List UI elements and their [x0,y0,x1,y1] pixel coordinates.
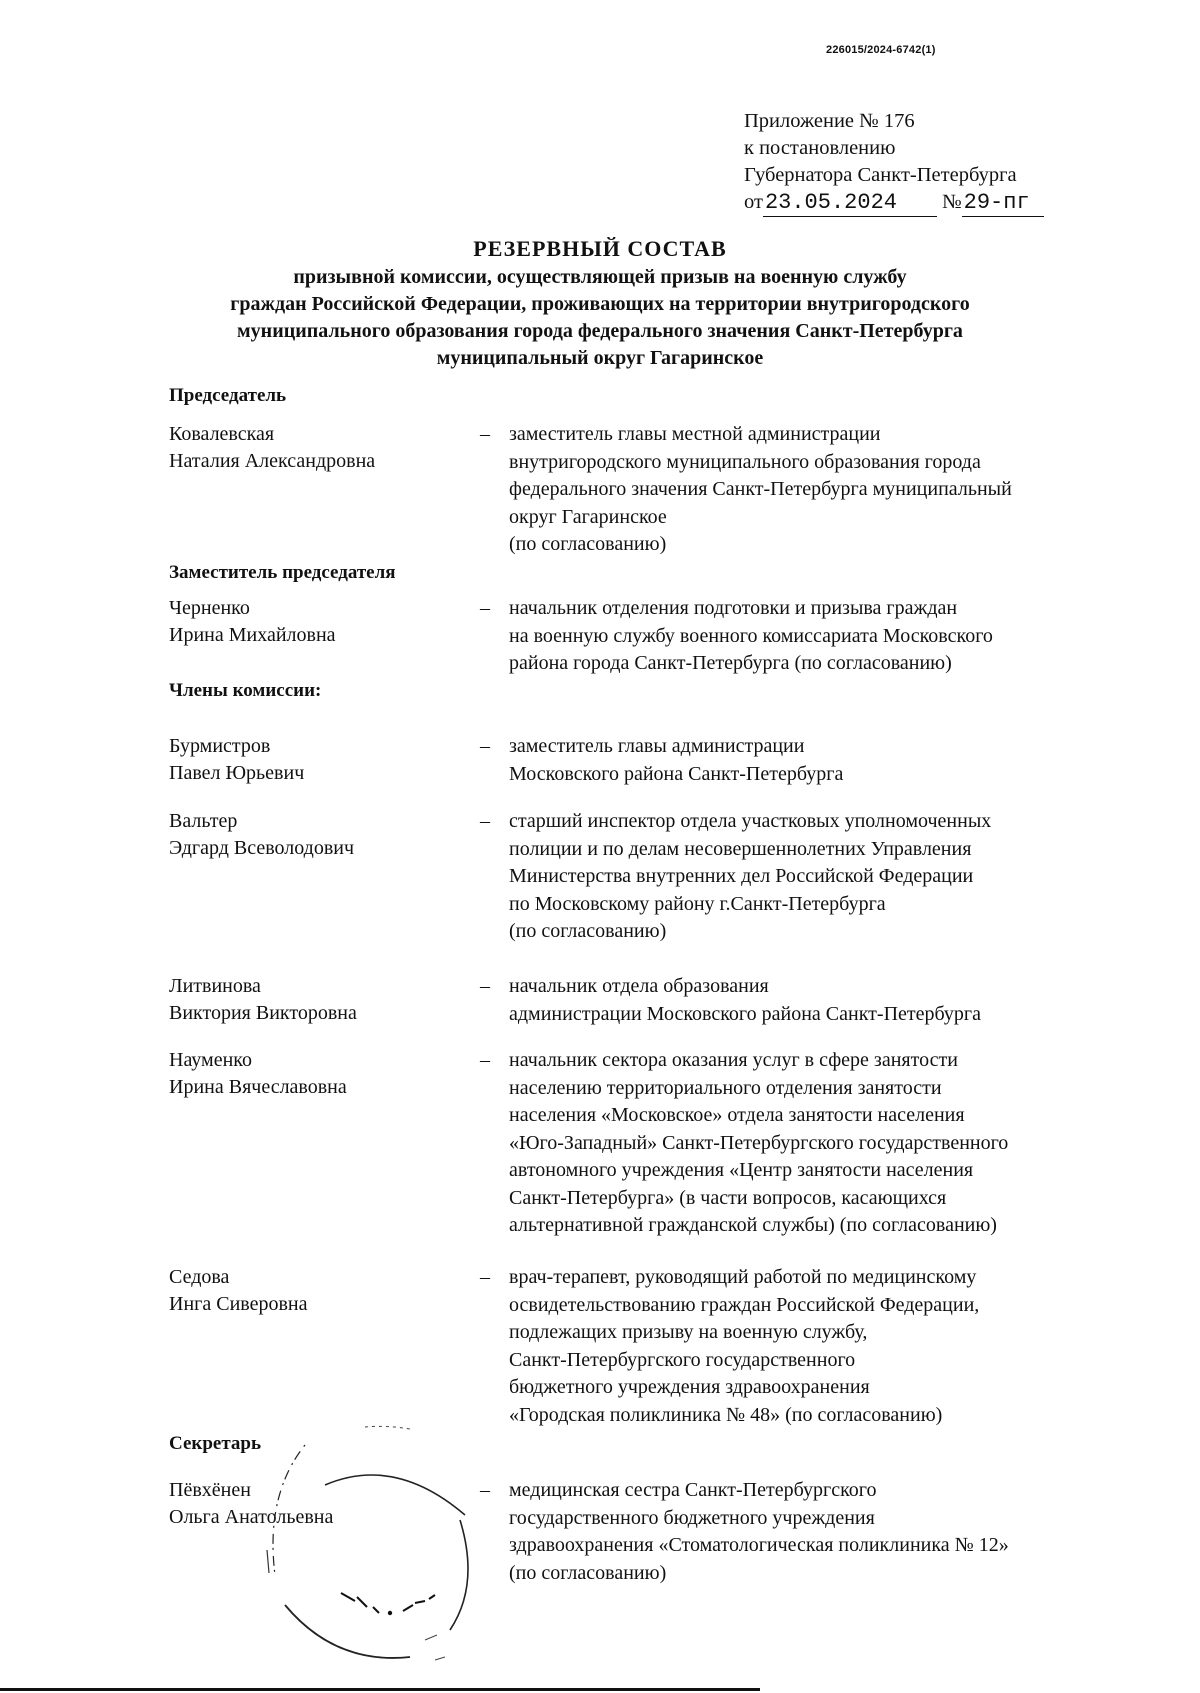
member-given-name: Эдгард Всеволодович [169,837,355,859]
position-line: начальник отдела образования [509,975,769,997]
dash: – [480,975,490,997]
member-position [509,421,1129,559]
member-given-name: Ольга Анатольевна [169,1506,334,1528]
member-surname: Литвинова [169,975,261,997]
member-position [509,973,1129,1028]
dash: – [480,597,490,619]
member-given-name: Инга Сиверовна [169,1293,308,1315]
member-surname: Пёвхёнен [169,1479,251,1501]
subtitle-line: муниципального образования города федерального значения Санкт-Петербурга [237,320,963,342]
dash: – [480,1479,490,1501]
member-given-name: Виктория Викторовна [169,1002,357,1024]
position-line: внутригородского муниципального образования города [509,450,981,473]
appendix-line: Губернатора Санкт-Петербурга [744,164,1017,186]
member-name [169,1047,347,1101]
position-line: государственного бюджетного учреждения [509,1506,875,1529]
subtitle-line: граждан Российской Федерации, проживающих на территории внутригородского [230,293,970,315]
member-surname: Вальтер [169,810,238,832]
member-name [169,595,336,649]
number-label: № [942,191,962,213]
member-surname: Седова [169,1266,230,1288]
member-surname: Бурмистров [169,735,271,757]
position-line: населению территориального отделения занятости [509,1076,942,1099]
appendix-block [744,108,1044,217]
dash: – [480,423,490,445]
position-line: администрации Московского района Санкт-Петербурга [509,1002,982,1025]
dash: – [480,810,490,832]
document-subtitle [100,264,1100,372]
position-line: «Юго-Западный» Санкт-Петербургского государственного [509,1131,1009,1154]
dash: – [480,1049,490,1071]
position-line: полиции и по делам несовершеннолетних Управления [509,837,972,860]
dash: – [480,735,490,757]
member-given-name: Ирина Михайловна [169,624,336,646]
position-line: освидетельствованию граждан Российской Федерации, [509,1293,980,1316]
position-line: населения «Московское» отдела занятости населения [509,1104,965,1126]
position-line: (по согласованию) [509,920,667,942]
member-surname: Черненко [169,597,250,619]
section-members: Члены комиссии: [169,680,322,701]
position-line: врач-терапевт, руководящий работой по медицинскому [509,1266,977,1288]
section-deputy: Заместитель председателя [169,562,396,583]
appendix-line: к постановлению [744,137,896,159]
bottom-rule [0,1688,760,1691]
member-given-name: Ирина Вячеславовна [169,1076,347,1098]
position-line: подлежащих призыву на военную службу, [509,1321,868,1343]
decree-number: 29-пг [962,189,1044,217]
position-line: (по согласованию) [509,1561,667,1584]
stamp-mark [245,1425,485,1685]
member-name [169,808,354,862]
section-chair: Председатель [169,385,287,406]
appendix-line: Приложение № 176 [744,110,915,132]
position-line: на военную службу военного комиссариата Московского [509,624,993,647]
position-line: Санкт-Петербурга» (в части вопросов, касающихся [509,1186,947,1209]
position-line: района города Санкт-Петербурга (по согласованию) [509,652,952,674]
position-line: «Городская поликлиника № 48» (по согласованию) [509,1403,943,1426]
registration-number: 226015/2024-6742(1) [826,44,936,56]
position-line: Санкт-Петербургского государственного [509,1348,856,1371]
position-line: (по согласованию) [509,533,667,555]
position-line: заместитель главы местной администрации [509,423,881,445]
member-name [169,421,375,475]
position-line: здравоохранения «Стоматологическая поликлиника № 12» [509,1534,1009,1556]
section-secretary: Секретарь [169,1433,262,1454]
member-name [169,973,357,1027]
position-line: начальник сектора оказания услуг в сфере занятости [509,1049,958,1071]
from-label: от [744,191,763,213]
position-line: округ Гагаринское [509,505,667,528]
position-line: бюджетного учреждения здравоохранения [509,1376,870,1398]
member-given-name: Павел Юрьевич [169,762,305,784]
appendix-date-line [744,189,1044,217]
member-position [509,1477,1129,1587]
position-line: старший инспектор отдела участковых уполномоченных [509,810,992,832]
position-line: по Московскому району г.Санкт-Петербурга [509,892,886,915]
position-line: начальник отделения подготовки и призыва граждан [509,597,958,619]
member-surname: Ковалевская [169,423,275,445]
dash: – [480,1266,490,1288]
member-position [509,595,1129,678]
decree-date: 23.05.2024 [763,189,937,217]
member-position [509,1047,1129,1240]
member-name [169,1264,308,1318]
position-line: федерального значения Санкт-Петербурга муниципальный [509,478,1012,500]
subtitle-line: муниципальный округ Гагаринское [436,347,764,369]
member-position [509,733,1129,788]
position-line: автономного учреждения «Центр занятости населения [509,1159,974,1181]
position-line: медицинская сестра Санкт-Петербургского [509,1479,877,1501]
member-position [509,808,1129,946]
position-line: заместитель главы администрации [509,735,805,757]
member-position [509,1264,1129,1429]
member-name [169,733,304,787]
document-title: РЕЗЕРВНЫЙ СОСТАВ [473,236,727,261]
position-line: Министерства внутренних дел Российской Федерации [509,865,974,887]
member-given-name: Наталия Александровна [169,450,376,472]
position-line: Московского района Санкт-Петербурга [509,762,844,785]
subtitle-line: призывной комиссии, осуществляющей призыв на военную службу [293,266,907,288]
position-line: альтернативной гражданской службы) (по согласованию) [509,1214,997,1236]
member-surname: Науменко [169,1049,252,1071]
